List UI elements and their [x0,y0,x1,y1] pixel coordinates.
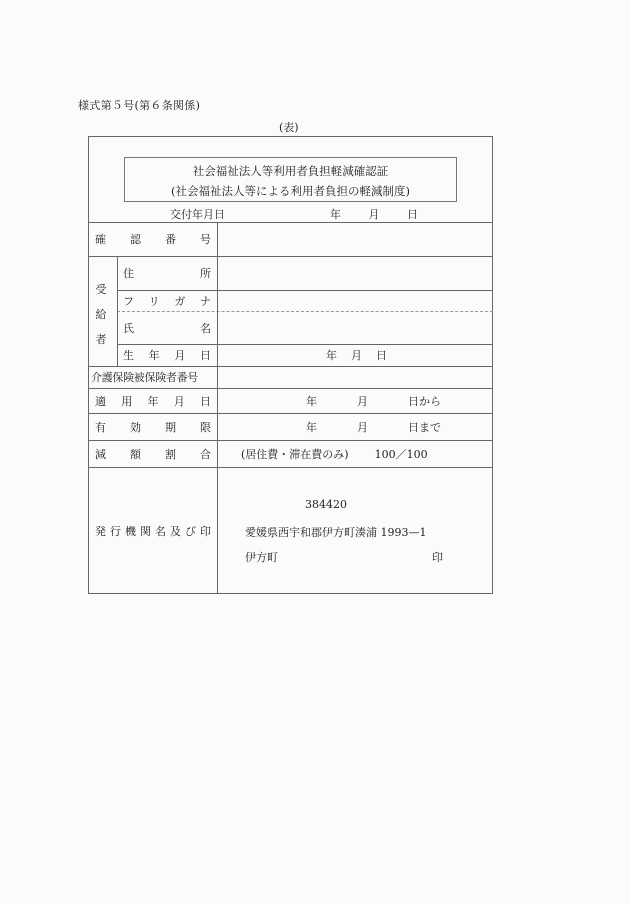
label-char: 番 [165,233,176,246]
label-char: 所 [200,267,211,280]
label-char: 受 [95,283,107,296]
label-char: 認 [130,233,141,246]
label-char: フ [123,294,134,308]
label-char: 給 [95,308,107,321]
birthdate-label [123,344,211,366]
label-char: 日 [200,394,211,408]
recipient-group-divider [117,256,118,366]
month-suffix: 月 [351,349,362,362]
application-date-field[interactable] [306,388,441,413]
label-char: 減 [95,447,106,461]
issuer-name: 伊方町 [245,551,278,564]
label-char: 発 [95,524,106,538]
label-char: 名 [155,524,166,538]
day-suffix: 日 [376,349,387,362]
label-char: 有 [95,420,106,434]
issuer-label [95,467,211,594]
furigana-field[interactable] [218,291,492,311]
label-char: 効 [130,420,141,434]
label-char: ナ [199,294,211,308]
label-char: 氏 [123,321,134,335]
label-char: 合 [200,447,211,461]
insured-number-label: 介護保険被保険者番号 [91,371,198,384]
label-char: 日 [199,349,211,362]
label-char: 期 [165,420,176,434]
label-char: 年 [147,394,159,408]
label-char: 名 [200,321,211,335]
address-label [123,256,211,290]
label-char: 確 [95,233,106,246]
label-char: リ [148,294,160,308]
issuer-seal: 印 [432,551,443,564]
reduction-rate-note: (居住費・滞在費のみ) [241,447,349,461]
year-suffix: 年 [326,349,337,362]
form-identifier: 様式第５号(第６条関係) [78,99,201,112]
day-suffix: 日 [407,208,418,221]
address-field[interactable] [218,257,492,290]
label-char: 号 [200,233,211,246]
certificate-title-box [124,157,457,202]
year-suffix: 年 [306,420,317,434]
birthdate-field[interactable] [326,344,387,366]
label-char: 機 [125,524,136,538]
label-char: 行 [110,524,121,538]
recipient-group-label [92,277,110,352]
month-suffix: 月 [368,208,380,221]
certificate-subtitle: (社会福祉法人等による利用者負担の軽減制度) [171,184,410,198]
year-suffix: 年 [330,208,341,221]
application-date-label [95,388,211,413]
certificate-title: 社会福祉法人等利用者負担軽減確認証 [192,164,389,178]
front-side-label: (表) [279,121,299,134]
label-char: 月 [173,394,185,408]
label-char: 及 [170,524,181,538]
label-char: 住 [123,267,134,280]
day-suffix: 日まで [408,420,441,434]
issue-date-label: 交付年月日 [170,208,225,221]
label-char: 割 [165,447,176,461]
month-suffix: 月 [357,394,368,408]
day-suffix: 日から [408,394,441,408]
label-char: び [185,524,196,538]
name-field[interactable] [218,312,492,344]
label-char: 関 [140,524,151,538]
year-suffix: 年 [306,394,317,408]
label-char: 者 [95,333,107,346]
label-char: 適 [95,394,106,408]
reduction-rate-value: 100／100 [374,447,428,461]
expiry-label [95,413,211,440]
label-char: ガ [174,294,186,308]
issuer-code: 384420 [305,498,347,511]
issue-date-field[interactable] [330,206,418,222]
name-label [123,311,211,344]
label-char: 生 [123,349,134,362]
furigana-label [123,290,211,311]
insured-number-field[interactable] [218,367,492,388]
month-suffix: 月 [357,420,368,434]
issuer-address: 愛媛県西宇和郡伊方町湊浦 1993—1 [245,526,427,539]
label-char: 月 [174,349,186,362]
reduction-rate-field [241,440,428,467]
label-char: 限 [200,420,211,434]
expiry-field[interactable] [306,413,441,440]
label-char: 額 [130,447,141,461]
label-char: 年 [148,349,160,362]
reduction-rate-label [95,440,211,467]
confirmation-number-field[interactable] [218,223,492,256]
label-char: 用 [121,394,133,408]
label-char: 印 [200,524,211,538]
confirmation-number-label [95,222,211,256]
